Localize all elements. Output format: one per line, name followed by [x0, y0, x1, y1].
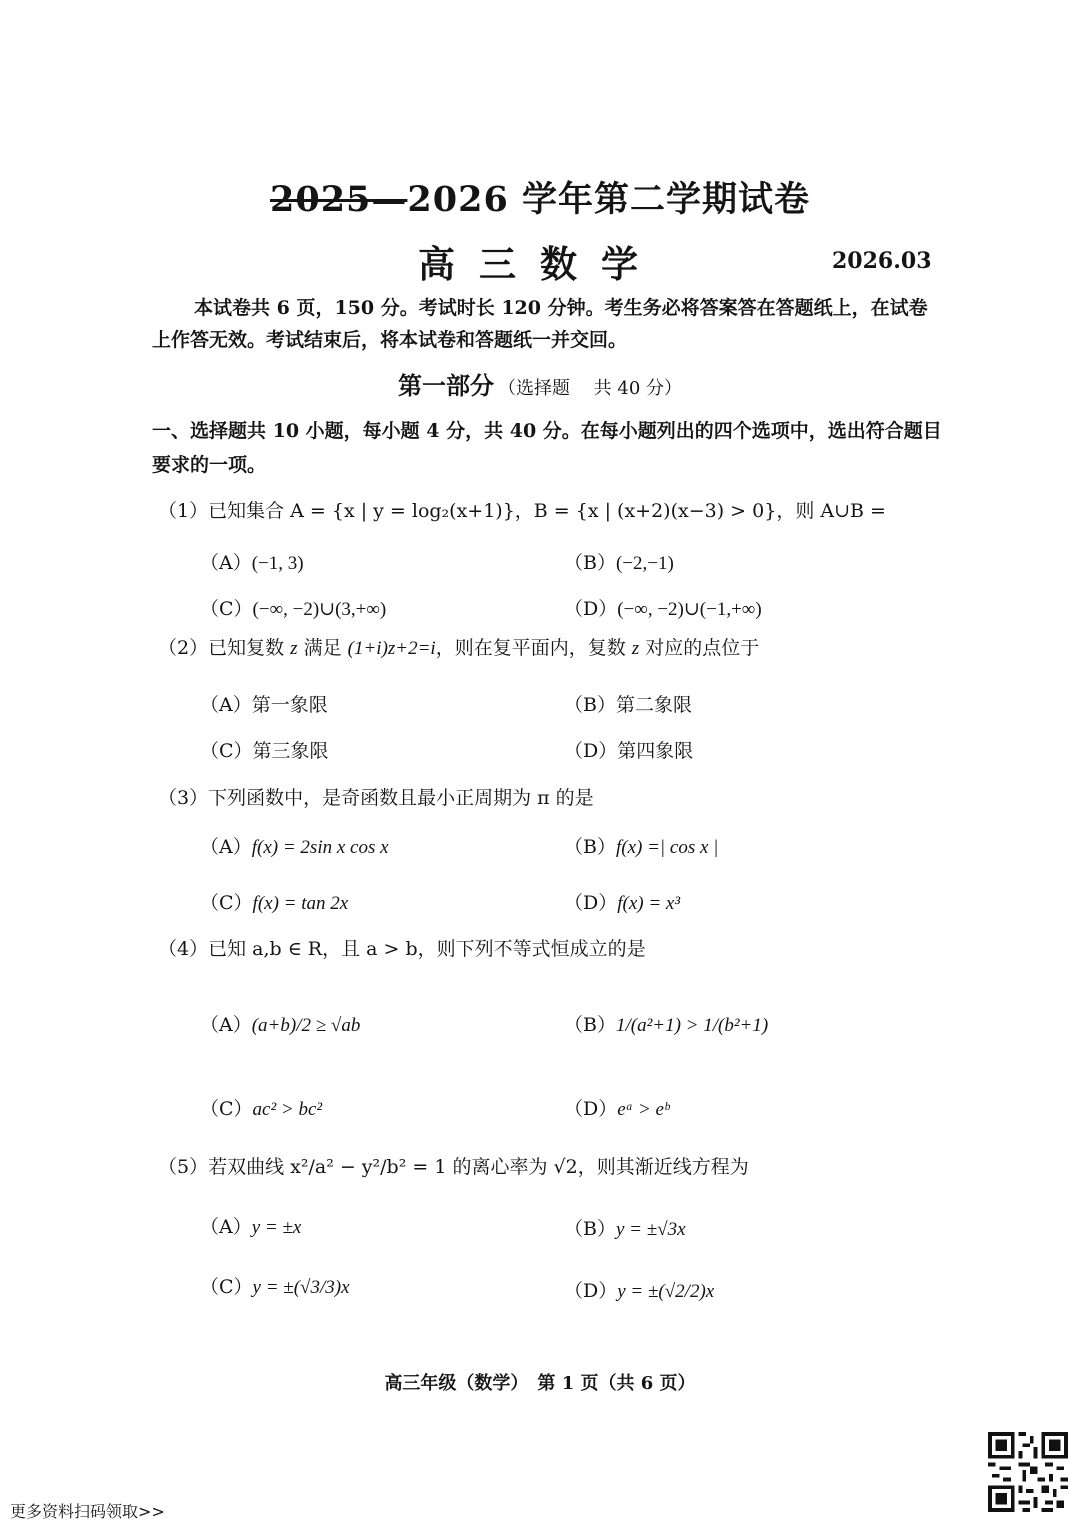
title-dash: — — [371, 179, 408, 220]
part-subtitle: （选择题 共 40 分） — [497, 378, 683, 399]
option-3c: （C）f(x) = tan 2x — [200, 892, 349, 914]
exam-title — [0, 172, 1080, 222]
option-1b: （B）(−2,−1) — [564, 552, 674, 574]
option-5c: （C）y = ±(√3/3)x — [200, 1276, 350, 1298]
option-2c: （C）第三象限 — [200, 740, 329, 762]
question-number: （4） — [158, 938, 209, 960]
question-2: （2）已知复数 z 满足 (1+i)z+2=i，则在复平面内，复数 z 对应的点位于 — [158, 637, 760, 659]
qr-code-icon[interactable] — [988, 1432, 1068, 1512]
more-resources-link[interactable]: 更多资料扫码领取>> — [10, 1502, 165, 1521]
part-heading — [0, 366, 1080, 401]
question-3 — [158, 783, 594, 810]
subject-title: 高三数学 — [418, 242, 662, 286]
option-3b: （B）f(x) =| cos x | — [564, 836, 719, 858]
exam-instructions: 本试卷共 6 页，150 分。考试时长 120 分钟。考生务必将答案答在答题纸上，在试卷上作答无效。考试结束后，将本试卷和答题纸一并交回。 — [152, 297, 928, 351]
page-footer: 高三年级（数学） 第 1 页（共 6 页） — [384, 1373, 696, 1394]
exam-date: 2026.03 — [832, 248, 932, 274]
option-2d: （D）第四象限 — [564, 740, 694, 762]
option-4a: （A）(a+b)/2 ≥ √ab — [200, 1014, 361, 1036]
option-1c: （C）(−∞, −2)∪(3,+∞) — [200, 598, 387, 620]
option-1d: （D）(−∞, −2)∪(−1,+∞) — [564, 598, 762, 620]
option-3d: （D）f(x) = x³ — [564, 892, 681, 914]
question-number: （5） — [158, 1156, 209, 1178]
question-number: （1） — [158, 500, 209, 522]
question-stem: 已知集合 A = {x | y = log₂(x+1)}，B = {x | (x+2)(x−3) > 0}，则 A∪B = — [208, 500, 886, 522]
question-5 — [158, 1152, 749, 1179]
question-4 — [158, 934, 646, 961]
option-1a: （A）(−1, 3) — [200, 552, 304, 574]
part-title: 第一部分 — [397, 371, 494, 400]
question-stem: 下列函数中，是奇函数且最小正周期为 π 的是 — [208, 787, 594, 809]
option-3a: （A）f(x) = 2sin x cos x — [200, 836, 389, 858]
option-4c: （C）ac² > bc² — [200, 1098, 323, 1120]
option-4b: （B）1/(a²+1) > 1/(b²+1) — [564, 1014, 769, 1036]
question-1 — [158, 496, 886, 523]
question-stem: 若双曲线 x²/a² − y²/b² = 1 的离心率为 √2，则其渐近线方程为 — [208, 1156, 749, 1178]
option-5b: （B）y = ±√3x — [564, 1218, 686, 1240]
option-2a: （A）第一象限 — [200, 694, 328, 716]
title-year-start: 2025 — [269, 179, 372, 220]
option-5a: （A）y = ±x — [200, 1216, 302, 1238]
option-4d: （D）eᵃ > eᵇ — [564, 1098, 670, 1120]
question-stem: 已知 a,b ∈ R，且 a > b，则下列不等式恒成立的是 — [208, 938, 646, 960]
question-number: （3） — [158, 787, 209, 809]
option-2b: （B）第二象限 — [564, 694, 692, 716]
section-heading: 一、选择题共 10 小题，每小题 4 分，共 40 分。在每小题列出的四个选项中，选出符合题目要求的一项。 — [152, 420, 942, 476]
option-5d: （D）y = ±(√2/2)x — [564, 1280, 715, 1302]
title-rest: 2026 学年第二学期试卷 — [407, 179, 811, 220]
question-number: （2） — [158, 637, 209, 659]
